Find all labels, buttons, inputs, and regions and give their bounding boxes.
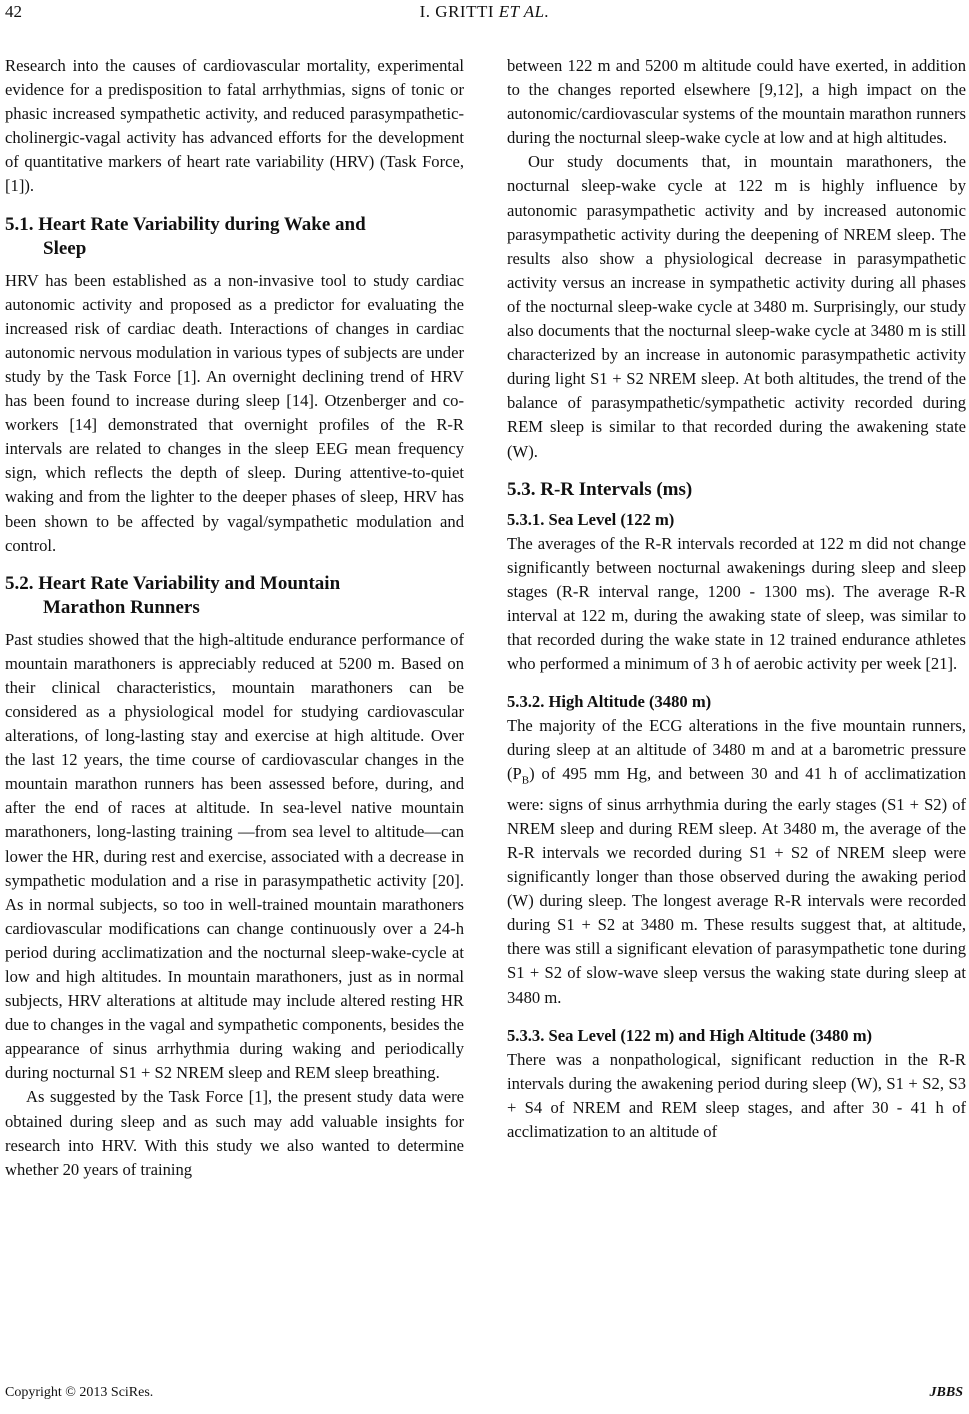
section-title-line2: Sleep xyxy=(43,237,87,259)
copyright-notice: Copyright © 2013 SciRes. xyxy=(5,1385,154,1400)
section-title-line1: Heart Rate Variability and Mountain xyxy=(38,572,341,594)
section-title-line2: Marathon Runners xyxy=(43,596,200,618)
intro-paragraph: Research into the causes of cardiovascular mortality, experimental evidence for a predisposition to fatal arrhythmias, signs of tonic or phasic increased sympathetic activity, and reduced parasympathetic-cholinergic-vagal activity has advanced efforts for the development of quantitative markers of heart rate variability (HRV) (Task Force, [1]). xyxy=(5,56,464,196)
section-5-3-3-paragraph: There was a nonpathological, significant reduction in the R-R intervals during the awakening period during sleep (W), S1 + S2, S3 + S4 of NREM and REM sleep stages, and after 30 - 41 h of acclimatization to an altitude of xyxy=(507,1049,966,1141)
left-column xyxy=(5,54,464,1182)
paragraph-text: ) of 495 mm Hg, and between 30 and 41 h of acclimatization were: signs of sinus arrhythmia during the early stages (S1 + S2) of NREM sleep and during REM sleep. At 3480 m, the average of the R-R intervals we recorded during S1 + S2 of NREM sleep were significantly longer than those observed during the awaking period (W) during sleep. The longest average R-R intervals were recorded during S1 + S2 at 3480 m. These results suggest that, at altitude, there was still a significant elevation of parasympathetic tone during S1 + S2 of slow-wave sleep versus the waking state during sleep at 3480 m. xyxy=(507,764,966,1007)
section-title-line1: Heart Rate Variability during Wake and xyxy=(38,213,366,235)
continuation-paragraph: between 122 m and 5200 m altitude could have exerted, in addition to the changes reported elsewhere [9,12], a high impact on the autonomic/cardiovascular systems of the mountain marathon runners during the nocturnal sleep-wake cycle at low and at high altitudes. xyxy=(507,56,966,148)
section-number: 5.2. xyxy=(5,572,34,594)
paragraph-text: The majority of the ECG alterations in the five mountain runners, during sleep at an altitude of 3480 m and at a barometric pressure (P xyxy=(507,716,966,784)
section-5-3-1-paragraph: The averages of the R-R intervals recorded at 122 m did not change significantly between nocturnal awakenings during sleep and sleep stages (R-R interval range, 1200 - 1300 ms). The average R-R interval at 122 m, during the awaking state of sleep, was similar to that recorded during the wake state in 12 trained endurance athletes who performed a minimum of 3 h of aerobic activity per week [21]. xyxy=(507,533,966,674)
section-title: R-R Intervals (ms) xyxy=(540,478,693,500)
section-5-2-heading xyxy=(5,572,464,620)
page-number: 42 xyxy=(5,2,22,21)
journal-abbrev: JBBS xyxy=(929,1385,963,1400)
et-al: ET AL. xyxy=(498,2,550,21)
section-5-3-2-paragraph xyxy=(507,714,966,1009)
subscript-b: B xyxy=(521,774,530,787)
running-author xyxy=(0,2,969,22)
section-5-1-paragraph: HRV has been established as a non-invasive tool to study cardiac autonomic activity and proposed as a predictor for evaluating the increased risk of cardiac death. Interactions of changes in cardiac autonomic nervous modulation in various types of subjects are under study by the Task Force [1]. An overnight declining trend of HRV has been found to increase during sleep [14]. Otzenberger and co-workers [14] demonstrated that overnight profiles of the R-R intervals are related to changes in the sleep EEG mean frequency sign, which reflects the depth of sleep. During attentive-to-quiet waking and from the lighter to the deeper phases of sleep, HRV has been shown to be affected by vagal/sympathetic modulation and control. xyxy=(5,270,464,555)
section-5-2-paragraph-2: As suggested by the Task Force [1], the present study data were obtained during sleep and as such may add valuable insights for research into HRV. With this study we also wanted to determine whether 20 years of training xyxy=(5,1087,464,1179)
section-5-1-heading xyxy=(5,213,464,261)
author-name: I. GRITTI xyxy=(419,2,495,21)
section-number: 5.3. xyxy=(507,478,536,500)
section-number: 5.1. xyxy=(5,213,34,235)
section-5-3-1-heading: 5.3.1. Sea Level (122 m) xyxy=(507,509,675,529)
section-5-2-paragraph-1: Past studies showed that the high-altitude endurance performance of mountain marathoners is appreciably reduced at 5200 m. Based on their clinical characteristics, mountain marathoners can be considered as a physiological model for studying cardiovascular alterations, of long-lasting stay and exercise at high altitude. Over the last 12 years, the time course of cardiovascular changes in the mountain marathon runners has been assessed before, during, and after the end of races at altitude. In sea-level native mountain marathoners, long-lasting training —from sea level to altitude—can lower the HR, during rest and exercise, associated with a decrease in sympathetic modulation and a rise in parasympathetic activity [20]. As in normal subjects, so too in well-trained mountain marathoners cardiovascular modifications can change continuously over a 24-h period during acclimatization and the nocturnal sleep-wake-cycle at low and high altitudes. In mountain marathoners, just as in normal subjects, HRV alterations at altitude may include altered resting HR due to changes in the vagal and sympathetic components, besides the appearance of sinus arrhythmia during waking and periodically during nocturnal S1 + S2 NREM sleep and REM sleep breathing. xyxy=(5,629,464,1083)
right-column xyxy=(507,54,966,1144)
section-5-3-2-heading: 5.3.2. High Altitude (3480 m) xyxy=(507,692,712,712)
section-5-3-heading xyxy=(507,478,966,502)
page-footer xyxy=(0,1380,969,1410)
running-header xyxy=(0,0,969,30)
section-5-3-3-heading: 5.3.3. Sea Level (122 m) and High Altitude (3480 m) xyxy=(507,1025,873,1045)
study-paragraph: Our study documents that, in mountain marathoners, the nocturnal sleep-wake cycle at 122 m is highly influence by autonomic parasympathetic activity and by increased autonomic parasympathetic activity during the deepening of NREM sleep. The results also show a physiological decrease in parasympathetic activity versus an increase in sympathetic activity during all phases of the nocturnal sleep-wake cycle at 3480 m. Surprisingly, our study also documents that the nocturnal sleep-wake cycle at 3480 m is still characterized by an increase in autonomic parasympathetic activity during light S1 + S2 NREM sleep. At both altitudes, the trend of the balance of parasympathetic/sympathetic activity recorded during REM sleep is similar to that recorded during the awakening state (W). xyxy=(507,152,966,461)
